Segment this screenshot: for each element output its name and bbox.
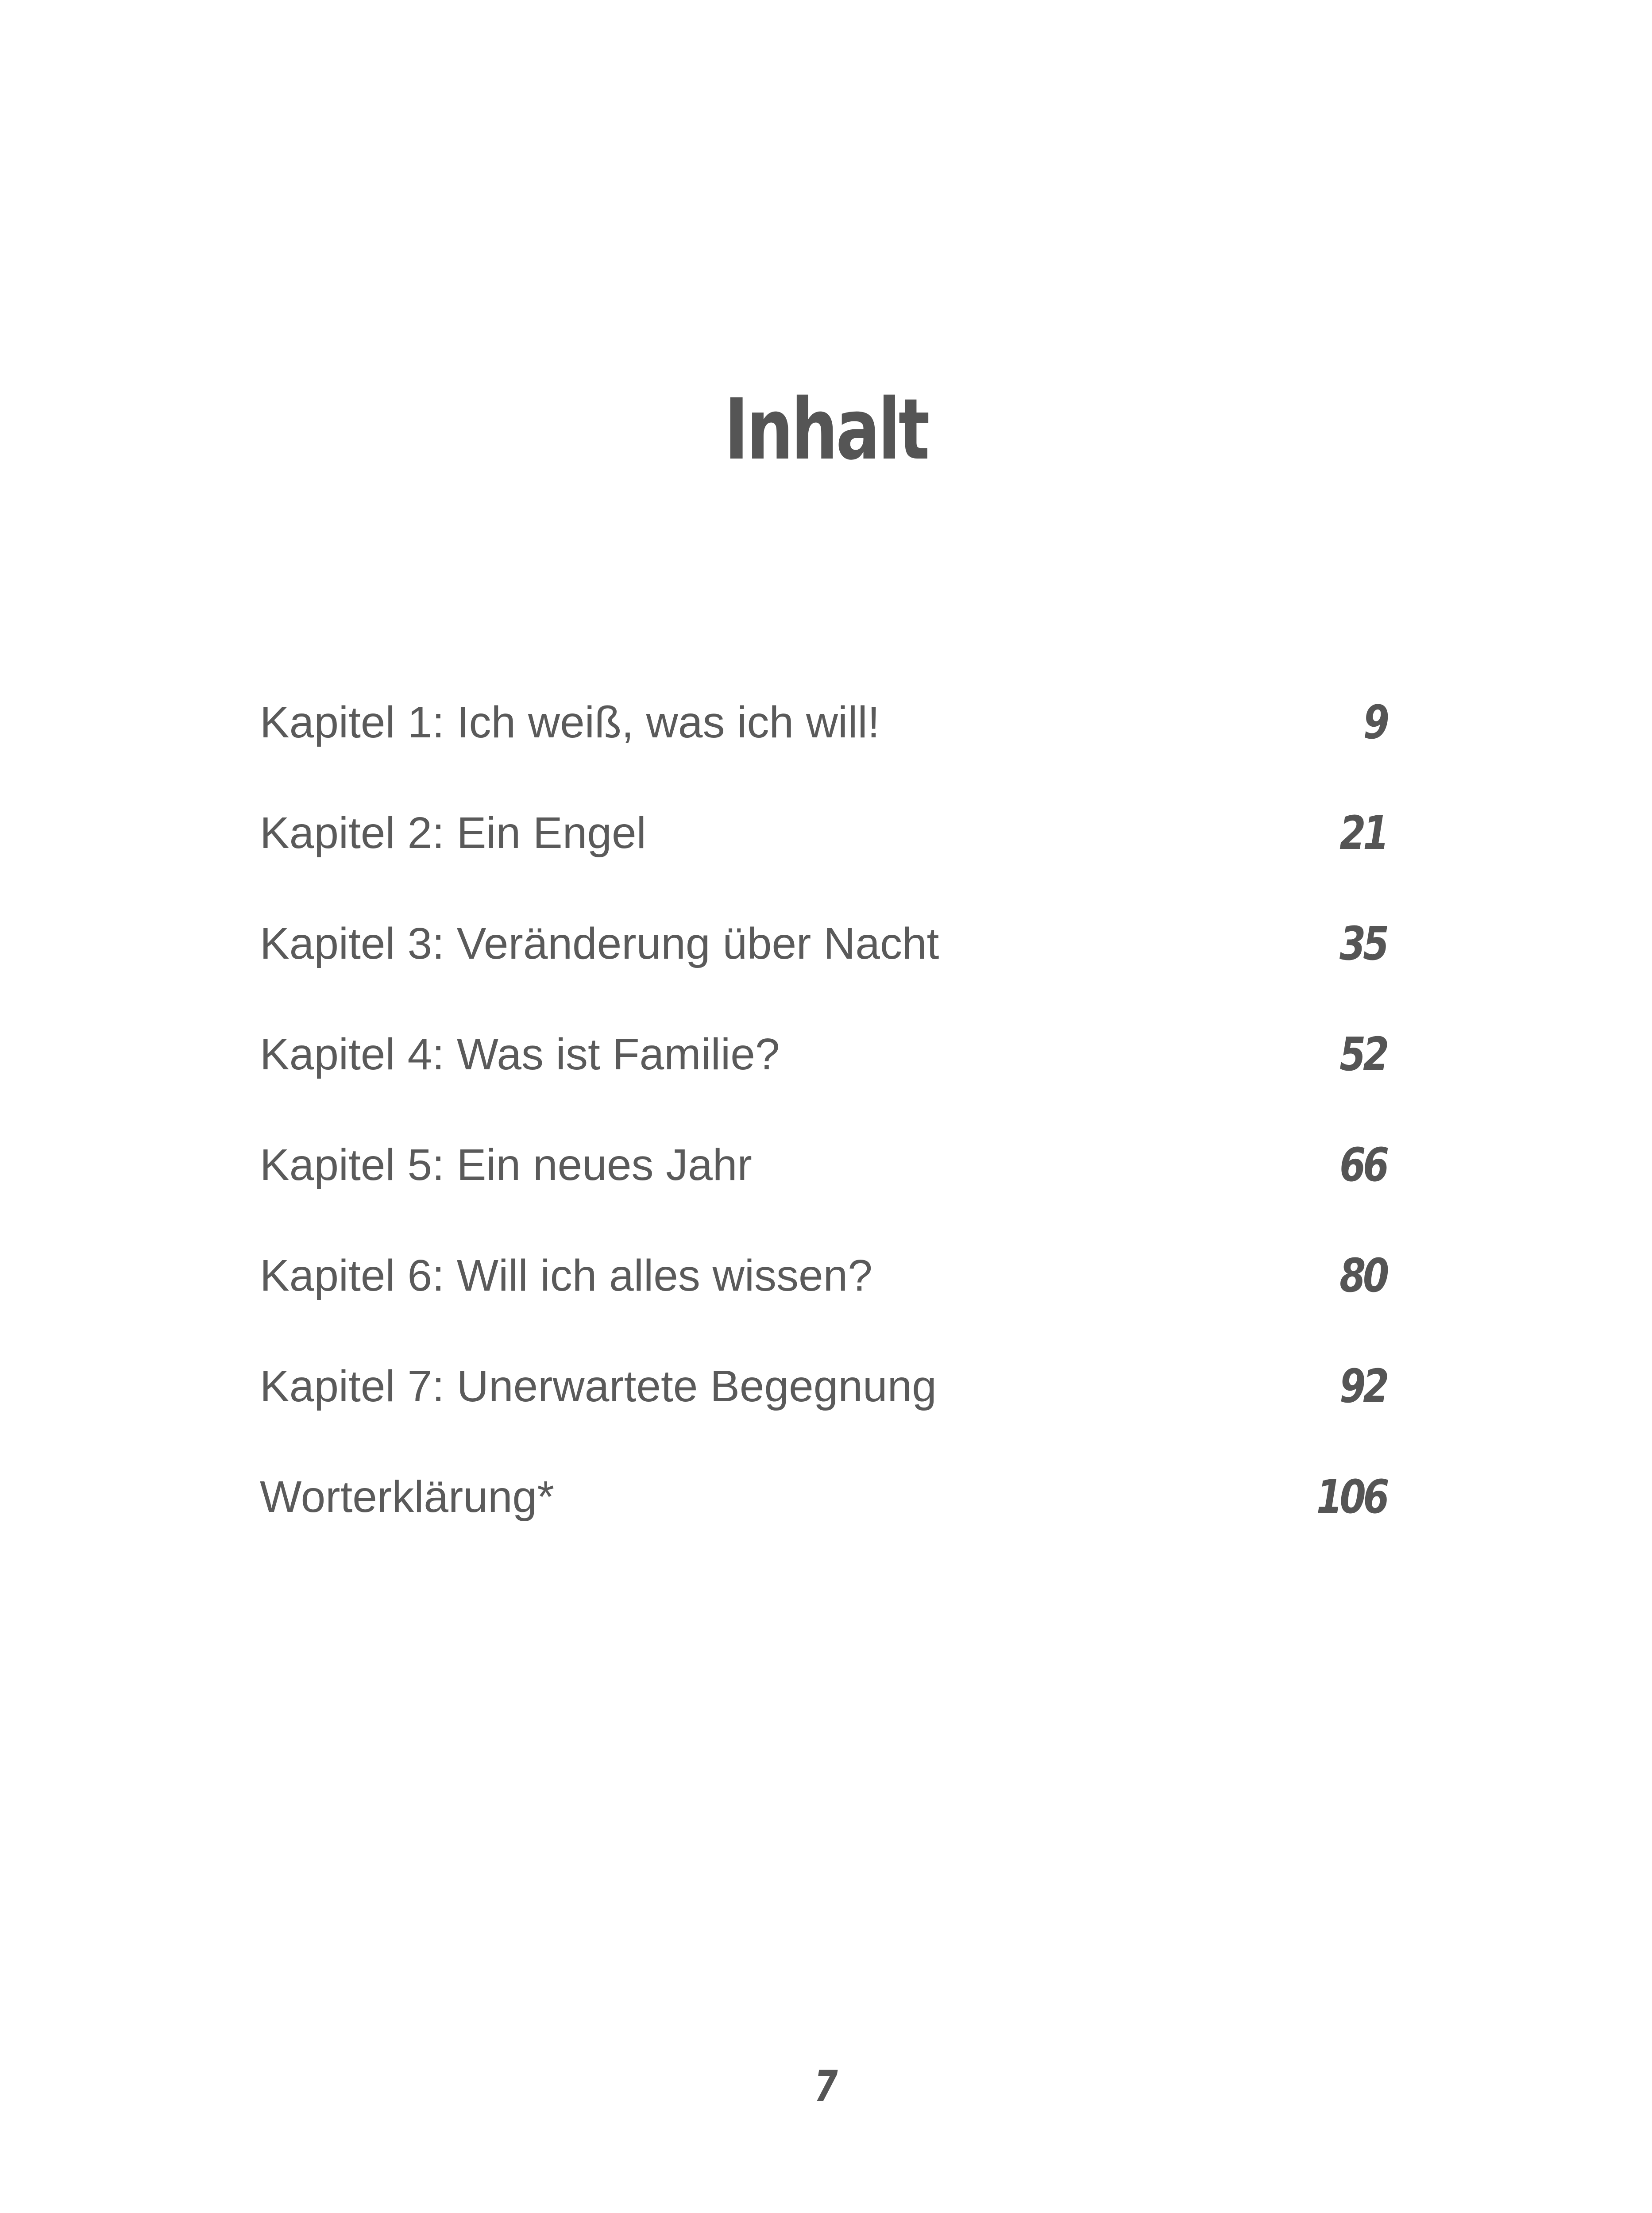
toc-entry-label: Kapitel 3: Veränderung über Nacht xyxy=(260,919,939,968)
toc-entry xyxy=(260,913,1386,1023)
toc-entry xyxy=(260,802,1386,913)
toc-entry-page-number: 9 xyxy=(1363,695,1386,749)
toc-entry xyxy=(260,1466,1386,1577)
toc-entry-label: Kapitel 5: Ein neues Jahr xyxy=(260,1140,752,1190)
toc-entry xyxy=(260,691,1386,802)
page-title: Inhalt xyxy=(724,381,928,478)
toc-entry-label: Kapitel 1: Ich weiß, was ich will! xyxy=(260,698,880,747)
toc-entry-label: Kapitel 6: Will ich alles wissen? xyxy=(260,1251,872,1300)
toc-entry xyxy=(260,1023,1386,1134)
table-of-contents xyxy=(260,691,1386,1577)
toc-entry xyxy=(260,1134,1386,1245)
toc-entry-page-number: 52 xyxy=(1339,1027,1386,1081)
toc-entry xyxy=(260,1355,1386,1466)
toc-entry xyxy=(260,1245,1386,1355)
toc-entry-label: Kapitel 4: Was ist Familie? xyxy=(260,1029,780,1079)
page-number: 7 xyxy=(814,2062,838,2111)
toc-entry-label: Kapitel 2: Ein Engel xyxy=(260,808,646,858)
toc-entry-page-number: 92 xyxy=(1339,1359,1386,1413)
toc-entry-page-number: 35 xyxy=(1339,917,1386,971)
toc-entry-page-number: 66 xyxy=(1339,1138,1386,1192)
toc-entry-page-number: 106 xyxy=(1316,1470,1386,1524)
toc-entry-page-number: 21 xyxy=(1339,806,1386,860)
toc-entry-label: Kapitel 7: Unerwartete Begegnung xyxy=(260,1361,937,1411)
toc-entry-page-number: 80 xyxy=(1339,1249,1386,1303)
toc-entry-label: Worterklärung* xyxy=(260,1472,555,1522)
